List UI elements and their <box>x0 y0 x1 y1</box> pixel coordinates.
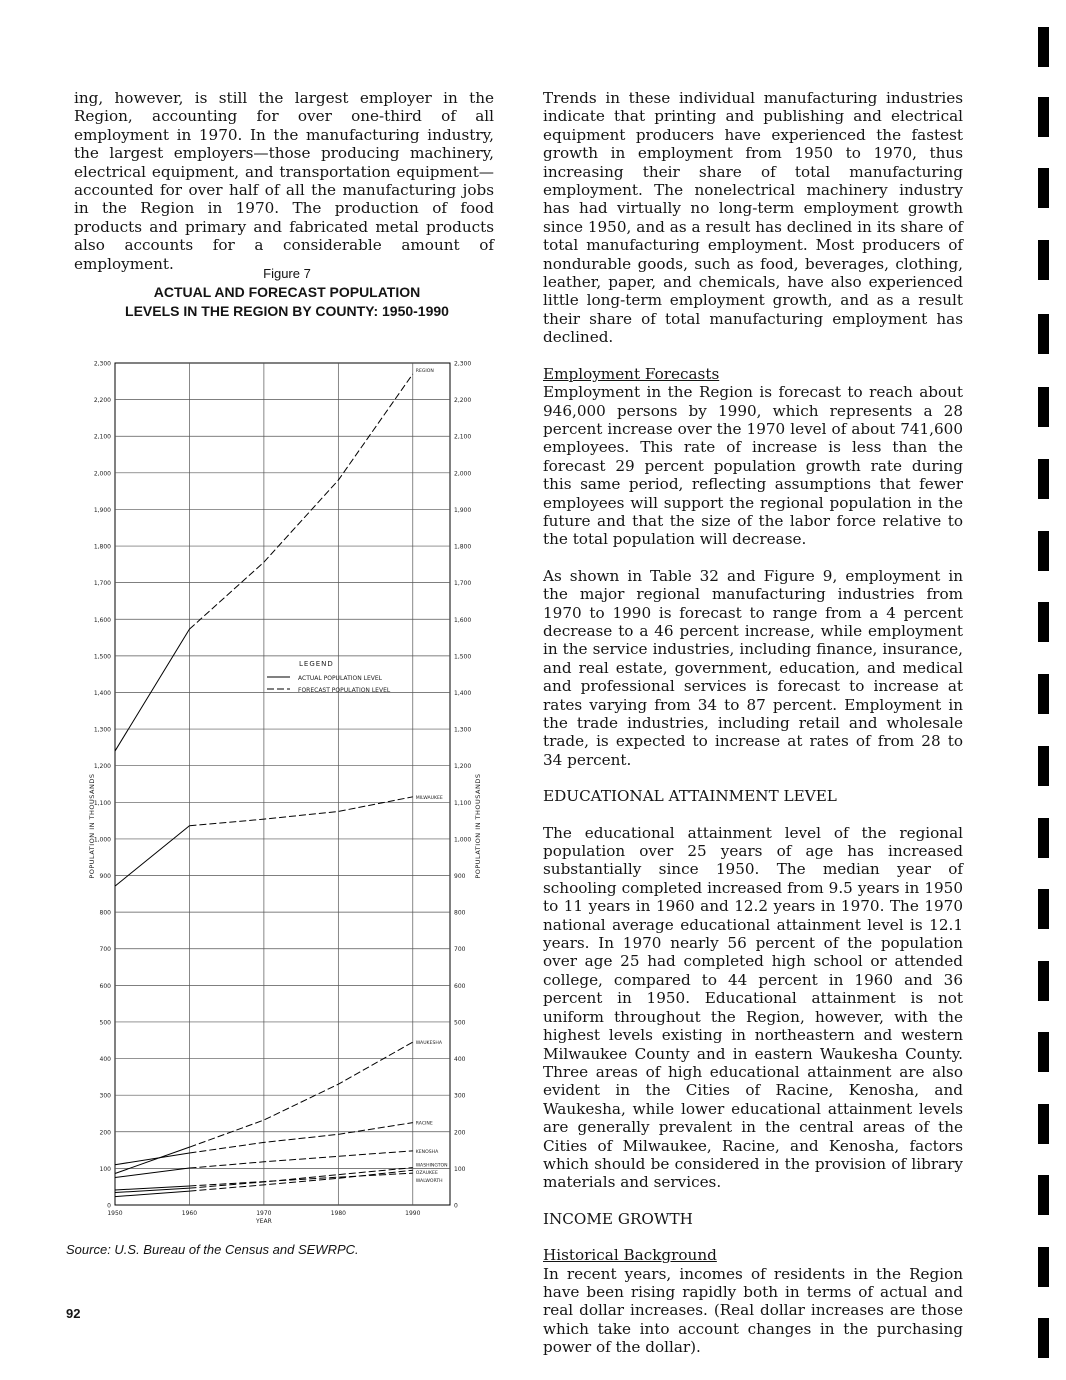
edge-tab-mark <box>1038 1175 1049 1215</box>
legend-title: LEGEND <box>299 660 334 668</box>
edge-tab-mark <box>1038 1247 1049 1287</box>
historical-background-heading: Historical Background <box>543 1246 717 1265</box>
y-tick-label: 1,800 <box>454 543 472 551</box>
series-label-kenosha: KENOSHA <box>415 1149 439 1155</box>
y-tick-label: 2,200 <box>93 397 111 405</box>
y-tick-label: 2,300 <box>454 360 472 368</box>
edge-tab-mark <box>1038 1032 1049 1072</box>
y-tick-label: 2,200 <box>454 397 472 405</box>
series-label-ozaukee: OZAUKEE <box>415 1171 438 1177</box>
edge-tab-mark <box>1038 387 1049 427</box>
y-tick-label: 100 <box>454 1165 466 1173</box>
edge-tab-mark <box>1038 961 1049 1001</box>
y-tick-label: 1,700 <box>93 580 111 588</box>
y-tick-label: 500 <box>454 1019 466 1027</box>
edge-tab-mark <box>1038 168 1049 208</box>
edge-tab-mark <box>1038 314 1049 354</box>
legend-actual-label: ACTUAL POPULATION LEVEL <box>298 675 382 682</box>
edge-tab-mark <box>1038 531 1049 571</box>
series-label-region: REGION <box>415 368 434 374</box>
y-tick-label: 1,900 <box>93 506 111 514</box>
series-line-kenosha-forecast <box>189 1151 412 1168</box>
y-tick-label: 2,000 <box>93 470 111 478</box>
y-tick-label: 400 <box>99 1056 111 1064</box>
figure-header <box>74 264 500 321</box>
y-tick-label: 400 <box>454 1056 466 1064</box>
y-tick-label: 1,300 <box>93 726 111 734</box>
x-axis-ticks <box>107 1210 420 1217</box>
series-label-walworth: WALWORTH <box>415 1179 443 1185</box>
y-tick-label: 1,300 <box>454 726 472 734</box>
figure-title-line2: LEVELS IN THE REGION BY COUNTY: 1950-1990 <box>125 303 449 319</box>
series-line-walworth-actual <box>115 1186 189 1190</box>
y-tick-label: 1,700 <box>454 580 472 588</box>
y-tick-label: 2,300 <box>93 360 111 368</box>
series-line-milwaukee-actual <box>115 826 189 886</box>
y-tick-label: 1,400 <box>93 689 111 697</box>
chart-grid <box>115 363 450 1205</box>
legend-forecast-label: FORECAST POPULATION LEVEL <box>298 687 391 694</box>
plot-frame <box>115 363 450 1205</box>
population-chart <box>70 345 500 1230</box>
y-tick-label: 1,800 <box>93 543 111 551</box>
y-tick-label: 600 <box>454 982 466 990</box>
x-tick-label: 1960 <box>181 1210 198 1217</box>
y-tick-label: 800 <box>454 909 466 917</box>
series-line-walworth-forecast <box>189 1173 412 1186</box>
educational-attainment-heading: EDUCATIONAL ATTAINMENT LEVEL <box>543 787 837 806</box>
y-tick-label: 300 <box>99 1092 111 1100</box>
right-paragraph-2: Employment in the Region is forecast to reach about 946,000 persons by 1990, which represents a 28 percent increase over the 1970 level of about 741,600 employees. This rate of increase is less than the forecast 29 percent population growth rate during this same period, reflecting assumptions that fewer employees will support the regional population in the future and that the size of the labor force relative to the total population will decrease. <box>543 383 963 549</box>
series-labels <box>416 368 448 1184</box>
edge-tab-mark <box>1038 746 1049 786</box>
y-tick-label: 200 <box>99 1129 111 1137</box>
right-paragraph-5: In recent years, incomes of residents in the Region have been rising rapidly both in terms of actual and real dollar increases. (Real dollar increases are those which take into account changes in the purchasing power of the dollar). <box>543 1264 963 1357</box>
y-tick-label: 0 <box>107 1202 111 1210</box>
edge-tab-mark <box>1038 1104 1049 1144</box>
left-paragraph: ing, however, is still the largest employer in the Region, accounting for over one-third of all employment in 1970. In the manufacturing industry, the largest employers—those producing machinery, electrical equipment, and transportation equipment—accounted for over half of all the manufacturing jobs in the Region in 1970. The production of food products and primary and fabricated metal products also accounts for a considerable amount of employment. <box>74 89 494 273</box>
series-label-waukesha: WAUKESHA <box>415 1041 443 1047</box>
right-paragraph-3: As shown in Table 32 and Figure 9, employment in the major regional manufacturing industries from 1970 to 1990 is forecast to range from a 4 percent decrease to a 46 percent increase, while employment in the service industries, including finance, insurance, and real estate, government, education, and medical and professional services is forecast to increase at rates varying from 34 to 87 percent. Employment in the trade industries, including retail and wholesale trade, is expected to increase at rates of from 28 to 34 percent. <box>543 566 963 769</box>
y-tick-label: 2,100 <box>93 433 111 441</box>
right-paragraph-4: The educational attainment level of the regional population over 25 years of age has increased substantially since 1950. The median year of schooling completed increased from 9.5 years in 1950 to 11 years in 1960 and 12.2 years in 1970. The 1970 national average educational attainment level is 12.1 years. In 1970 nearly 56 percent of the population over age 25 had completed high school or attended college, compared to 44 percent in 1960 and 36 percent in 1950. Educational attainment is not uniform throughout the Region, however, with the highest levels existing in northeastern and western Milwaukee County and in eastern Waukesha County. Three areas of high educational attainment are also evident in the Cities of Racine, Kenosha, and Waukesha, while lower educational attainment levels are generally prevalent in the central areas of the Cities of Milwaukee, Racine, and Kenosha, factors which should be considered in the provision of library materials and services. <box>543 823 963 1192</box>
page-number: 92 <box>66 1306 81 1321</box>
x-tick-label: 1990 <box>405 1210 421 1217</box>
income-growth-heading: INCOME GROWTH <box>543 1209 693 1228</box>
edge-tab-mark <box>1038 1318 1049 1358</box>
series-line-washington-forecast <box>189 1168 412 1189</box>
y-tick-label: 100 <box>99 1165 111 1173</box>
y-axis-label-right: POPULATION IN THOUSANDS <box>474 773 482 879</box>
y-tick-label: 1,000 <box>93 836 111 844</box>
edge-tab-mark <box>1038 602 1049 642</box>
y-tick-label: 900 <box>454 873 466 881</box>
x-tick-label: 1980 <box>330 1210 346 1217</box>
y-tick-label: 2,100 <box>454 433 472 441</box>
y-tick-label: 1,100 <box>93 799 111 807</box>
left-column <box>74 89 494 273</box>
series-label-racine: RACINE <box>415 1121 433 1127</box>
right-paragraph-1: Trends in these individual manufacturing industries indicate that printing and publishing and electrical equipment producers have experienced the fastest growth in employment from 1950 to 1970, thus increasing their share of total manufacturing employment. The nonelectrical machinery industry has had virtually no long-term employment growth since 1950, and as a result has declined in its share of total manufacturing employment. Most producers of nondurable goods, such as food, beverages, clothing, leather, paper, and chemicals, have also experienced little long-term employment growth, and as a result their share of total manufacturing employment has declined. <box>543 89 963 347</box>
y-axis-right-ticks <box>454 361 471 1210</box>
y-tick-label: 800 <box>99 909 111 917</box>
series-line-racine-forecast <box>189 1123 412 1153</box>
y-tick-label: 1,500 <box>93 653 111 661</box>
series-line-region-forecast <box>189 374 412 629</box>
y-axis-label-left: POPULATION IN THOUSANDS <box>88 773 96 879</box>
y-tick-label: 900 <box>99 873 111 881</box>
edge-tab-mark <box>1038 240 1049 280</box>
y-tick-label: 1,500 <box>454 653 472 661</box>
edge-tab-mark <box>1038 459 1049 499</box>
y-tick-label: 200 <box>454 1129 466 1137</box>
edge-tab-mark <box>1038 27 1049 67</box>
edge-tab-mark <box>1038 889 1049 929</box>
series-line-racine-actual <box>115 1153 189 1165</box>
edge-tab-mark <box>1038 818 1049 858</box>
chart-legend <box>267 660 391 694</box>
series-label-milwaukee: MILWAUKEE <box>415 795 443 801</box>
y-tick-label: 1,400 <box>454 689 472 697</box>
y-tick-label: 700 <box>99 946 111 954</box>
series-line-ozaukee-forecast <box>189 1170 412 1191</box>
edge-tab-mark <box>1038 674 1049 714</box>
y-tick-label: 500 <box>99 1019 111 1027</box>
y-tick-label: 1,200 <box>93 763 111 771</box>
y-axis-left-ticks <box>94 361 111 1210</box>
figure-number: Figure 7 <box>263 266 311 281</box>
y-tick-label: 0 <box>454 1202 458 1210</box>
y-tick-label: 1,000 <box>454 836 472 844</box>
right-column <box>543 89 963 1357</box>
series-line-waukesha-forecast <box>189 1042 412 1147</box>
series-line-milwaukee-forecast <box>189 797 412 826</box>
edge-tab-mark <box>1038 97 1049 137</box>
y-tick-label: 1,100 <box>454 799 472 807</box>
x-tick-label: 1950 <box>107 1210 123 1217</box>
y-tick-label: 1,200 <box>454 763 472 771</box>
y-tick-label: 700 <box>454 946 466 954</box>
figure-title-line1: ACTUAL AND FORECAST POPULATION <box>153 284 421 300</box>
y-tick-label: 1,600 <box>93 616 111 624</box>
y-tick-label: 2,000 <box>454 470 472 478</box>
x-axis-label: YEAR <box>256 1218 272 1225</box>
series-line-region-actual <box>115 629 189 751</box>
series-label-washington: WASHINGTON <box>415 1163 448 1169</box>
y-tick-label: 1,900 <box>454 506 472 514</box>
y-tick-label: 600 <box>99 982 111 990</box>
y-tick-label: 1,600 <box>454 616 472 624</box>
y-tick-label: 300 <box>454 1092 466 1100</box>
figure-source: Source: U.S. Bureau of the Census and SEWRPC. <box>66 1242 359 1257</box>
x-tick-label: 1970 <box>256 1210 272 1217</box>
employment-forecasts-heading: Employment Forecasts <box>543 364 720 383</box>
